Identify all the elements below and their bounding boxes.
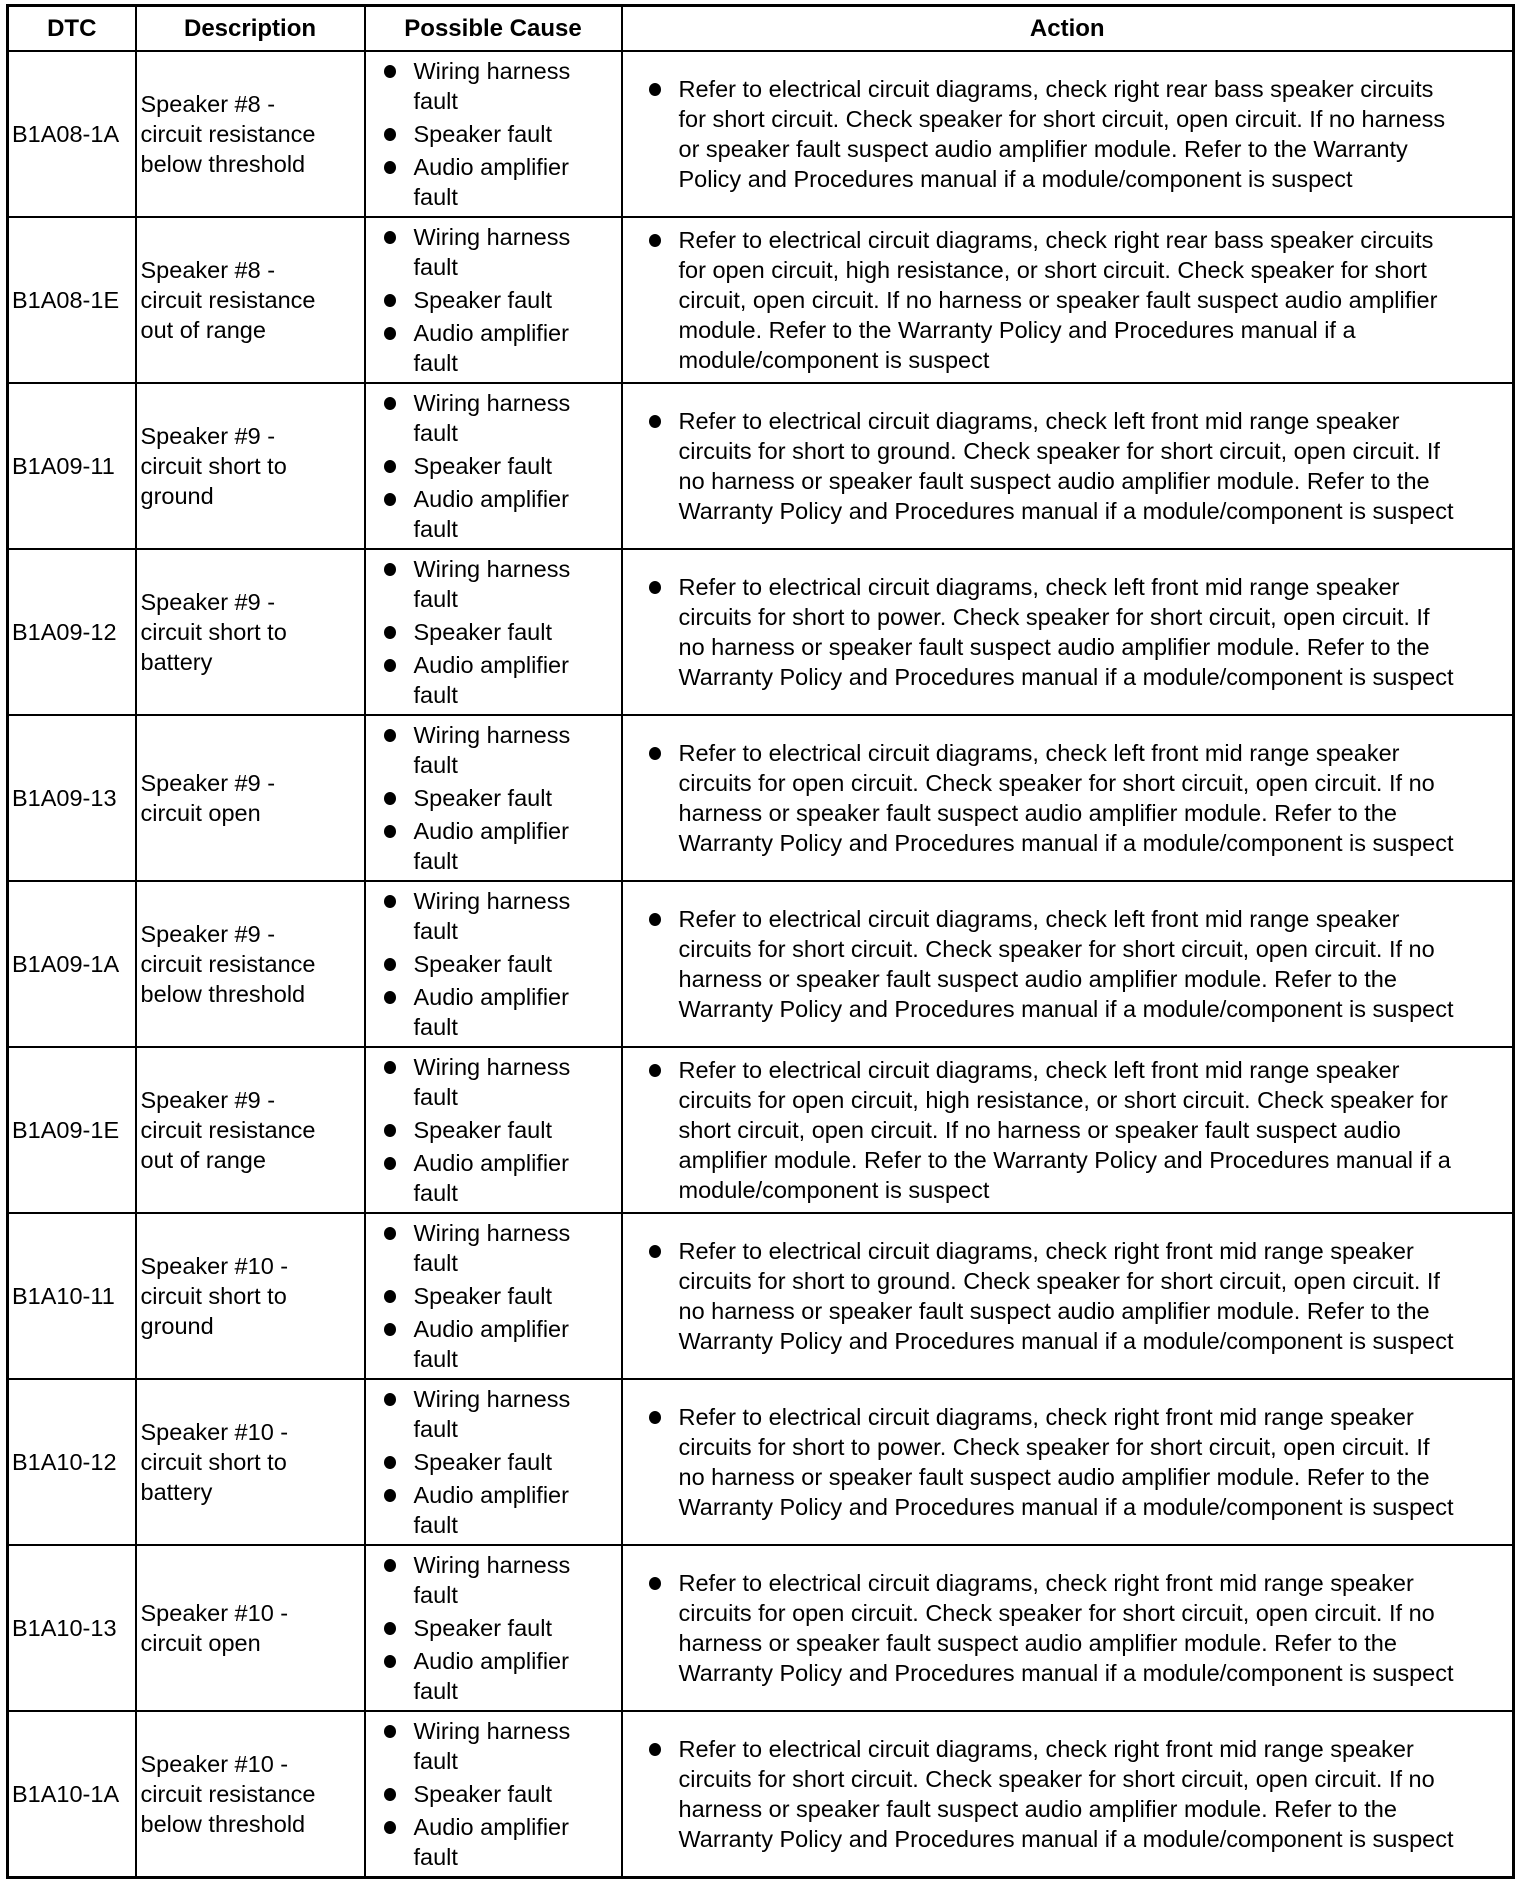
cause-item: Wiring harness fault — [384, 554, 617, 614]
cause-list — [370, 1550, 617, 1706]
cause-item: Wiring harness fault — [384, 56, 617, 116]
cause-item: Speaker fault — [384, 1115, 617, 1145]
action-item: Refer to electrical circuit diagrams, check right front mid range speaker circuits for short to power. Check speaker for short circuit, open circuit. If no harness or speaker fault suspect audio amplifier module. Refer to the Warranty Policy and Procedures manual if a module/component is suspect — [649, 1402, 1509, 1522]
possible-cause-cell — [365, 51, 622, 217]
cause-item: Speaker fault — [384, 285, 617, 315]
action-list — [627, 738, 1509, 858]
table-row — [8, 549, 1514, 715]
possible-cause-cell — [365, 1047, 622, 1213]
table-row — [8, 715, 1514, 881]
possible-cause-cell — [365, 1545, 622, 1711]
action-item: Refer to electrical circuit diagrams, check left front mid range speaker circuits for short to ground. Check speaker for short circuit, open circuit. If no harness or speaker fault suspect audio amplifier module. Refer to the Warranty Policy and Procedures manual if a module/component is suspect — [649, 406, 1509, 526]
cause-list — [370, 388, 617, 544]
cause-list — [370, 1384, 617, 1540]
dtc-description: Speaker #9 - circuit open — [136, 715, 365, 881]
action-item: Refer to electrical circuit diagrams, check right front mid range speaker circuits for short to ground. Check speaker for short circuit, open circuit. If no harness or speaker fault suspect audio amplifier module. Refer to the Warranty Policy and Procedures manual if a module/component is suspect — [649, 1236, 1509, 1356]
action-list — [627, 904, 1509, 1024]
cause-item: Wiring harness fault — [384, 1218, 617, 1278]
cause-item: Audio amplifier fault — [384, 1480, 617, 1540]
action-cell — [622, 217, 1514, 383]
cause-item: Speaker fault — [384, 1613, 617, 1643]
action-list — [627, 1734, 1509, 1854]
table-row — [8, 1213, 1514, 1379]
dtc-description: Speaker #9 - circuit short to battery — [136, 549, 365, 715]
cause-item: Wiring harness fault — [384, 1550, 617, 1610]
cause-list — [370, 1218, 617, 1374]
cause-list — [370, 554, 617, 710]
possible-cause-cell — [365, 383, 622, 549]
cause-item: Wiring harness fault — [384, 388, 617, 448]
cause-item: Audio amplifier fault — [384, 650, 617, 710]
dtc-description: Speaker #9 - circuit resistance below threshold — [136, 881, 365, 1047]
dtc-code: B1A10-13 — [8, 1545, 136, 1711]
dtc-code: B1A10-11 — [8, 1213, 136, 1379]
cause-item: Audio amplifier fault — [384, 484, 617, 544]
cause-item: Audio amplifier fault — [384, 152, 617, 212]
dtc-code: B1A10-12 — [8, 1379, 136, 1545]
dtc-description: Speaker #9 - circuit short to ground — [136, 383, 365, 549]
header-row — [8, 6, 1514, 52]
cause-item: Audio amplifier fault — [384, 1812, 617, 1872]
action-cell — [622, 1545, 1514, 1711]
possible-cause-cell — [365, 549, 622, 715]
action-item: Refer to electrical circuit diagrams, check right front mid range speaker circuits for short circuit. Check speaker for short circuit, open circuit. If no harness or speaker fault suspect audio amplifier module. Refer to the Warranty Policy and Procedures manual if a module/component is suspect — [649, 1734, 1509, 1854]
table-row — [8, 1545, 1514, 1711]
cause-item: Speaker fault — [384, 783, 617, 813]
possible-cause-cell — [365, 217, 622, 383]
header-dtc: DTC — [8, 6, 136, 52]
action-cell — [622, 1047, 1514, 1213]
dtc-code: B1A09-12 — [8, 549, 136, 715]
dtc-description: Speaker #10 - circuit short to ground — [136, 1213, 365, 1379]
cause-item: Speaker fault — [384, 1281, 617, 1311]
header-possible-cause: Possible Cause — [365, 6, 622, 52]
cause-item: Audio amplifier fault — [384, 816, 617, 876]
possible-cause-cell — [365, 1711, 622, 1878]
action-list — [627, 1568, 1509, 1688]
cause-list — [370, 1052, 617, 1208]
action-item: Refer to electrical circuit diagrams, check right rear bass speaker circuits for short circuit. Check speaker for short circuit, open circuit. If no harness or speaker fault suspect audio amplifier module. Refer to the Warranty Policy and Procedures manual if a module/component is suspect — [649, 74, 1509, 194]
action-cell — [622, 715, 1514, 881]
action-cell — [622, 383, 1514, 549]
cause-item: Speaker fault — [384, 451, 617, 481]
table-row — [8, 881, 1514, 1047]
action-item: Refer to electrical circuit diagrams, check left front mid range speaker circuits for open circuit. Check speaker for short circuit, open circuit. If no harness or speaker fault suspect audio amplifier module. Refer to the Warranty Policy and Procedures manual if a module/component is suspect — [649, 738, 1509, 858]
cause-item: Speaker fault — [384, 1447, 617, 1477]
table-row — [8, 383, 1514, 549]
cause-item: Wiring harness fault — [384, 1052, 617, 1112]
cause-item: Audio amplifier fault — [384, 1646, 617, 1706]
action-cell — [622, 1379, 1514, 1545]
dtc-code: B1A09-1A — [8, 881, 136, 1047]
cause-item: Speaker fault — [384, 1779, 617, 1809]
dtc-code: B1A09-11 — [8, 383, 136, 549]
action-cell — [622, 1711, 1514, 1878]
cause-item: Wiring harness fault — [384, 222, 617, 282]
table-body — [8, 51, 1514, 1878]
cause-item: Speaker fault — [384, 119, 617, 149]
possible-cause-cell — [365, 1213, 622, 1379]
table-row — [8, 1379, 1514, 1545]
action-item: Refer to electrical circuit diagrams, check left front mid range speaker circuits for short circuit. Check speaker for short circuit, open circuit. If no harness or speaker fault suspect audio amplifier module. Refer to the Warranty Policy and Procedures manual if a module/component is suspect — [649, 904, 1509, 1024]
dtc-description: Speaker #10 - circuit resistance below threshold — [136, 1711, 365, 1878]
action-cell — [622, 1213, 1514, 1379]
possible-cause-cell — [365, 715, 622, 881]
action-cell — [622, 881, 1514, 1047]
action-list — [627, 74, 1509, 194]
cause-list — [370, 720, 617, 876]
dtc-code: B1A08-1A — [8, 51, 136, 217]
cause-item: Speaker fault — [384, 949, 617, 979]
header-description: Description — [136, 6, 365, 52]
cause-item: Audio amplifier fault — [384, 982, 617, 1042]
action-list — [627, 406, 1509, 526]
cause-item: Wiring harness fault — [384, 886, 617, 946]
action-cell — [622, 549, 1514, 715]
cause-list — [370, 1716, 617, 1872]
dtc-code: B1A09-1E — [8, 1047, 136, 1213]
action-item: Refer to electrical circuit diagrams, check right front mid range speaker circuits for open circuit. Check speaker for short circuit, open circuit. If no harness or speaker fault suspect audio amplifier module. Refer to the Warranty Policy and Procedures manual if a module/component is suspect — [649, 1568, 1509, 1688]
cause-list — [370, 222, 617, 378]
action-item: Refer to electrical circuit diagrams, check left front mid range speaker circuits for short to power. Check speaker for short circuit, open circuit. If no harness or speaker fault suspect audio amplifier module. Refer to the Warranty Policy and Procedures manual if a module/component is suspect — [649, 572, 1509, 692]
dtc-code: B1A09-13 — [8, 715, 136, 881]
cause-item: Speaker fault — [384, 617, 617, 647]
action-item: Refer to electrical circuit diagrams, check left front mid range speaker circuits for open circuit, high resistance, or short circuit. Check speaker for short circuit, open circuit. If no harness or speaker fault suspect audio amplifier module. Refer to the Warranty Policy and Procedures manual if a module/component is suspect — [649, 1055, 1509, 1205]
cause-item: Audio amplifier fault — [384, 318, 617, 378]
dtc-description: Speaker #10 - circuit short to battery — [136, 1379, 365, 1545]
dtc-description: Speaker #10 - circuit open — [136, 1545, 365, 1711]
cause-list — [370, 56, 617, 212]
action-item: Refer to electrical circuit diagrams, check right rear bass speaker circuits for open circuit, high resistance, or short circuit. Check speaker for short circuit, open circuit. If no harness or speaker fault suspect audio amplifier module. Refer to the Warranty Policy and Procedures manual if a module/component is suspect — [649, 225, 1509, 375]
header-action: Action — [622, 6, 1514, 52]
table-row — [8, 1711, 1514, 1878]
dtc-description: Speaker #9 - circuit resistance out of range — [136, 1047, 365, 1213]
dtc-description: Speaker #8 - circuit resistance below threshold — [136, 51, 365, 217]
possible-cause-cell — [365, 881, 622, 1047]
action-list — [627, 1236, 1509, 1356]
cause-item: Wiring harness fault — [384, 1716, 617, 1776]
action-list — [627, 1055, 1509, 1205]
table-row — [8, 51, 1514, 217]
dtc-table — [6, 4, 1515, 1879]
table-row — [8, 1047, 1514, 1213]
table-row — [8, 217, 1514, 383]
cause-item: Wiring harness fault — [384, 720, 617, 780]
cause-item: Audio amplifier fault — [384, 1148, 617, 1208]
action-list — [627, 572, 1509, 692]
dtc-code: B1A10-1A — [8, 1711, 136, 1878]
dtc-code: B1A08-1E — [8, 217, 136, 383]
action-list — [627, 225, 1509, 375]
dtc-description: Speaker #8 - circuit resistance out of range — [136, 217, 365, 383]
possible-cause-cell — [365, 1379, 622, 1545]
action-list — [627, 1402, 1509, 1522]
action-cell — [622, 51, 1514, 217]
cause-list — [370, 886, 617, 1042]
cause-item: Audio amplifier fault — [384, 1314, 617, 1374]
cause-item: Wiring harness fault — [384, 1384, 617, 1444]
